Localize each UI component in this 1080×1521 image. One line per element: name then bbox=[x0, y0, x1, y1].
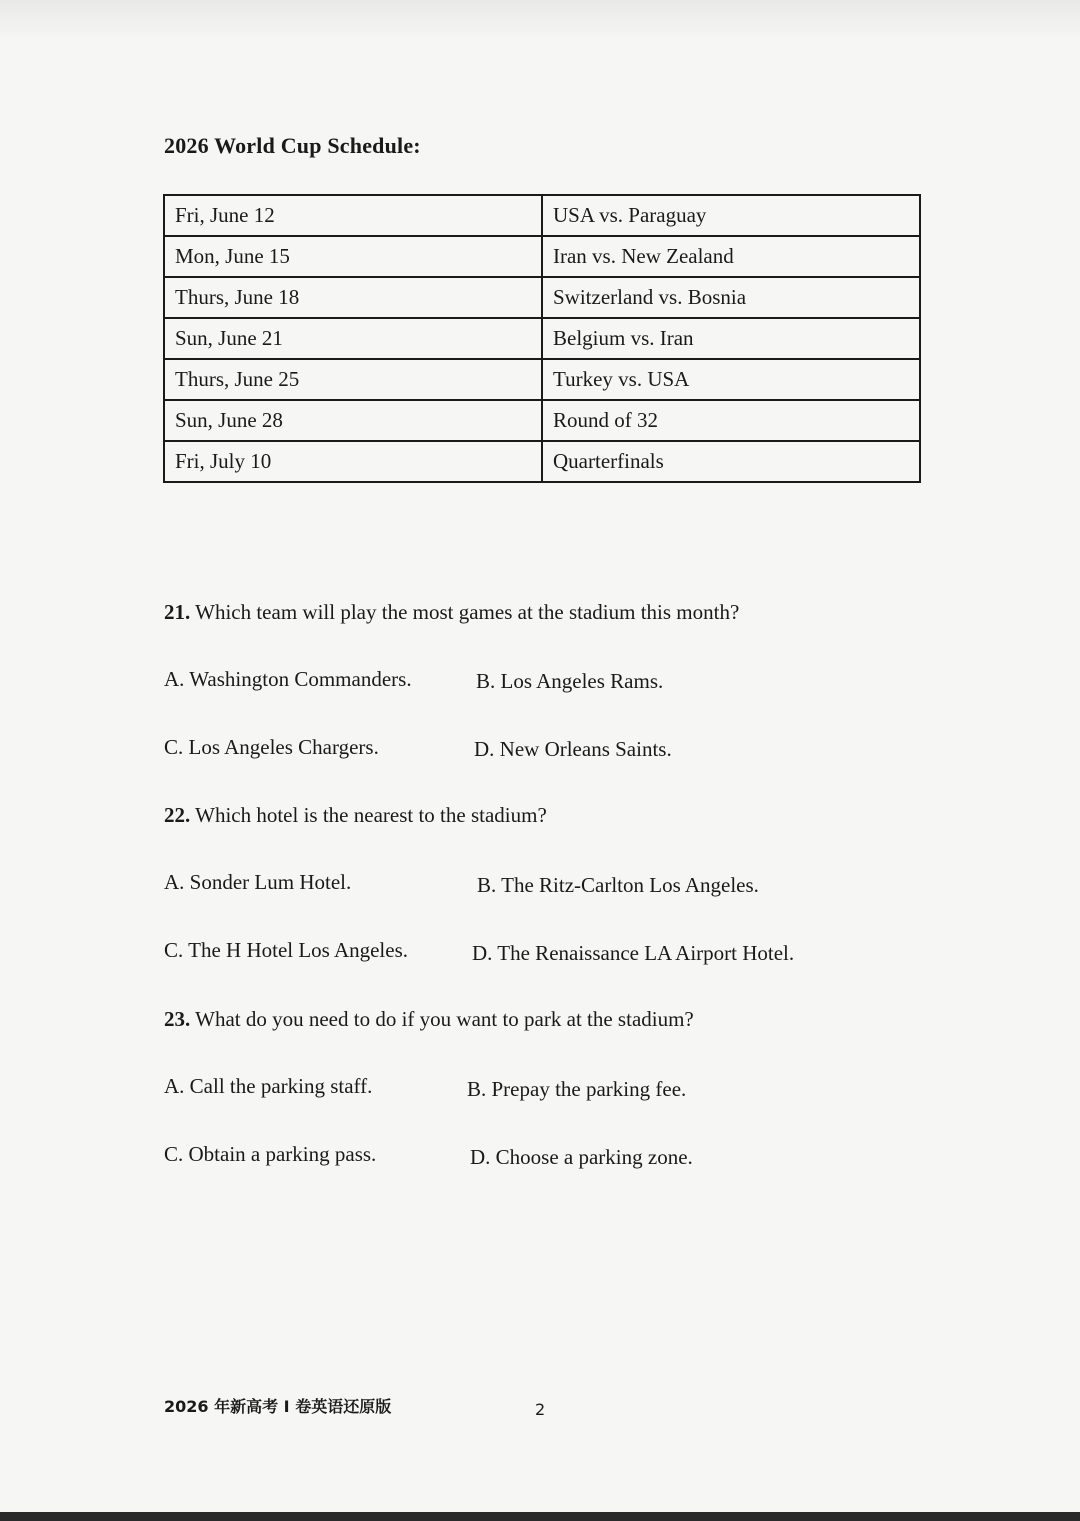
option-a[interactable]: A. Washington Commanders. bbox=[164, 667, 412, 691]
footer-exam-label: 2026 年新高考 I 卷英语还原版 bbox=[164, 1397, 392, 1416]
table-row bbox=[164, 195, 920, 236]
option-c[interactable]: C. The H Hotel Los Angeles. bbox=[164, 938, 409, 962]
table-row bbox=[164, 441, 920, 482]
option-b[interactable]: B. Los Angeles Rams. bbox=[476, 669, 664, 693]
table-row bbox=[164, 359, 920, 400]
schedule-date: Fri, June 12 bbox=[164, 195, 542, 236]
schedule-match: Switzerland vs. Bosnia bbox=[542, 277, 920, 318]
schedule-date: Thurs, June 18 bbox=[164, 277, 542, 318]
schedule-match: Belgium vs. Iran bbox=[542, 318, 920, 359]
schedule-match: Iran vs. New Zealand bbox=[542, 236, 920, 277]
question-text: Which team will play the most games at the stadium this month? bbox=[195, 600, 740, 624]
table-row bbox=[164, 277, 920, 318]
option-b[interactable]: B. The Ritz-Carlton Los Angeles. bbox=[477, 873, 759, 897]
page-bottom-edge bbox=[0, 1512, 1080, 1521]
schedule-match: Round of 32 bbox=[542, 400, 920, 441]
table-row bbox=[164, 400, 920, 441]
option-d[interactable]: D. Choose a parking zone. bbox=[470, 1145, 693, 1169]
question-22 bbox=[164, 803, 547, 828]
page-number: 2 bbox=[535, 1400, 546, 1419]
schedule-date: Thurs, June 25 bbox=[164, 359, 542, 400]
schedule-date: Sun, June 28 bbox=[164, 400, 542, 441]
schedule-match: Quarterfinals bbox=[542, 441, 920, 482]
page-top-shadow bbox=[0, 0, 1080, 40]
schedule-title: 2026 World Cup Schedule: bbox=[164, 133, 421, 158]
schedule-table bbox=[163, 194, 921, 483]
option-c[interactable]: C. Obtain a parking pass. bbox=[164, 1142, 377, 1166]
question-number: 21. bbox=[164, 600, 191, 624]
table-row bbox=[164, 236, 920, 277]
question-text: What do you need to do if you want to park at the stadium? bbox=[195, 1007, 694, 1031]
option-a[interactable]: A. Sonder Lum Hotel. bbox=[164, 870, 352, 894]
schedule-date: Fri, July 10 bbox=[164, 441, 542, 482]
option-a[interactable]: A. Call the parking staff. bbox=[164, 1074, 373, 1098]
question-text: Which hotel is the nearest to the stadium? bbox=[195, 803, 547, 827]
schedule-date: Sun, June 21 bbox=[164, 318, 542, 359]
option-d[interactable]: D. The Renaissance LA Airport Hotel. bbox=[472, 941, 795, 965]
question-number: 22. bbox=[164, 803, 191, 827]
question-23 bbox=[164, 1007, 694, 1032]
option-c[interactable]: C. Los Angeles Chargers. bbox=[164, 735, 379, 759]
table-row bbox=[164, 318, 920, 359]
schedule-date: Mon, June 15 bbox=[164, 236, 542, 277]
question-21 bbox=[164, 600, 739, 625]
option-b[interactable]: B. Prepay the parking fee. bbox=[467, 1077, 687, 1101]
schedule-match: Turkey vs. USA bbox=[542, 359, 920, 400]
option-d[interactable]: D. New Orleans Saints. bbox=[474, 737, 672, 761]
schedule-match: USA vs. Paraguay bbox=[542, 195, 920, 236]
question-number: 23. bbox=[164, 1007, 191, 1031]
